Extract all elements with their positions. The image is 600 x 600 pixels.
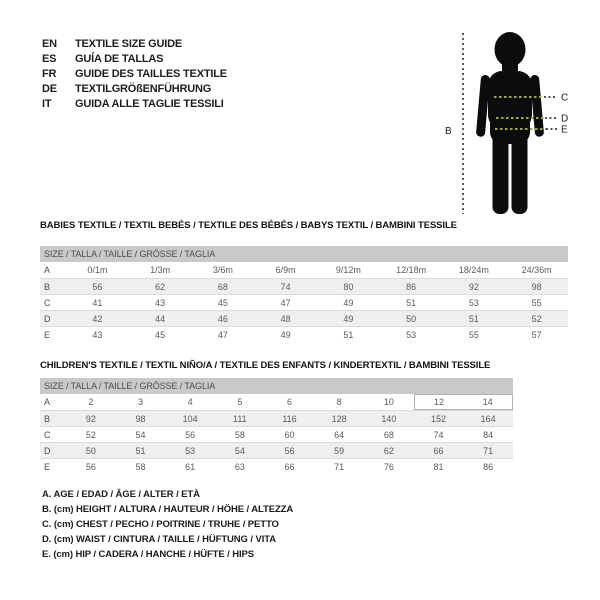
table-cell: 71 — [334, 461, 345, 472]
children-table-title: CHILDREN'S TEXTILE / TEXTIL NIÑO/A / TEXTILE DES ENFANTS / KINDERTEXTIL / BAMBINI TESSILE — [40, 360, 491, 371]
table-cell: 10 — [383, 397, 394, 407]
babies-table-body — [40, 262, 568, 342]
language-item — [42, 37, 227, 52]
table-cell: 54 — [135, 429, 146, 440]
table-row — [40, 458, 513, 474]
waist-label: D — [561, 113, 569, 125]
hip-label: E — [561, 124, 568, 136]
table-cell: 54 — [234, 445, 245, 456]
table-cell: 50 — [406, 313, 417, 324]
table-cell: 140 — [381, 413, 397, 424]
table-cell: 104 — [182, 413, 198, 424]
table-row — [40, 294, 568, 310]
table-cell: 1/3m — [150, 265, 171, 275]
language-code: FR — [42, 68, 57, 80]
table-cell: 152 — [430, 413, 446, 424]
table-cell: 55 — [531, 297, 542, 308]
table-cell: 52 — [85, 429, 96, 440]
table-cell: 5 — [237, 397, 243, 407]
table-row — [40, 426, 513, 442]
row-letter: A — [44, 397, 51, 407]
row-letter: C — [44, 297, 51, 308]
children-table-body — [40, 394, 513, 474]
table-cell: 6/9m — [275, 265, 296, 275]
table-cell: 53 — [406, 329, 417, 340]
table-cell: 24/36m — [521, 265, 552, 275]
table-cell: 128 — [331, 413, 347, 424]
table-cell: 12/18m — [396, 265, 427, 275]
table-cell: 66 — [433, 445, 444, 456]
table-cell: 9/12m — [335, 265, 361, 275]
table-cell: 3 — [137, 397, 143, 407]
language-list — [42, 37, 227, 112]
language-title: GUIDA ALLE TAGLIE TESSILI — [75, 98, 224, 110]
row-letter: E — [44, 329, 51, 340]
language-item — [42, 82, 227, 97]
table-cell: 2 — [88, 397, 94, 407]
row-letter: E — [44, 461, 51, 472]
legend-item: B. (cm) HEIGHT / ALTURA / HAUTEUR / HÖHE / ALTEZZA — [42, 504, 294, 515]
table-cell: 86 — [483, 461, 494, 472]
table-cell: 3/6m — [212, 265, 233, 275]
table-cell: 8 — [336, 397, 342, 407]
table-row — [40, 310, 568, 326]
table-cell: 49 — [343, 297, 354, 308]
language-title: TEXTILE SIZE GUIDE — [75, 38, 183, 50]
legend-item: C. (cm) CHEST / PECHO / POITRINE / TRUHE / PETTO — [42, 519, 279, 530]
table-cell: 86 — [406, 281, 417, 292]
row-letter: B — [44, 281, 51, 292]
table-cell: 51 — [135, 445, 146, 456]
language-item — [42, 67, 227, 82]
height-label: B — [445, 126, 452, 137]
table-cell: 49 — [280, 329, 291, 340]
table-cell: 84 — [483, 429, 494, 440]
table-cell: 53 — [468, 297, 479, 308]
table-cell: 41 — [92, 297, 103, 308]
table-cell: 60 — [284, 429, 295, 440]
table-cell: 49 — [343, 313, 354, 324]
table-cell: 42 — [92, 313, 103, 324]
legend-list — [42, 487, 293, 562]
table-cell: 58 — [135, 461, 146, 472]
table-cell: 55 — [468, 329, 479, 340]
table-cell: 81 — [433, 461, 444, 472]
table-row — [40, 394, 513, 410]
language-code: DE — [42, 83, 57, 95]
table-cell: 58 — [234, 429, 245, 440]
table-row — [40, 410, 513, 426]
table-cell: 63 — [234, 461, 245, 472]
table-cell: 47 — [217, 329, 228, 340]
table-row — [40, 278, 568, 294]
table-row — [40, 442, 513, 458]
table-cell: 51 — [468, 313, 479, 324]
table-cell: 74 — [280, 281, 291, 292]
table-cell: 46 — [217, 313, 228, 324]
language-title: GUIDE DES TAILLES TEXTILE — [75, 68, 227, 80]
table-cell: 48 — [280, 313, 291, 324]
table-cell: 52 — [531, 313, 542, 324]
row-letter: D — [44, 445, 51, 456]
table-cell: 53 — [185, 445, 196, 456]
table-cell: 92 — [468, 281, 479, 292]
table-cell: 44 — [155, 313, 166, 324]
table-cell: 62 — [155, 281, 166, 292]
children-table-header: SIZE / TALLA / TAILLE / GRÖSSE / TAGLIA — [40, 378, 513, 394]
table-cell: 56 — [284, 445, 295, 456]
table-cell: 14 — [463, 394, 513, 410]
child-silhouette-figure — [440, 18, 580, 223]
row-letter: B — [44, 413, 51, 424]
table-cell: 56 — [185, 429, 196, 440]
table-cell: 45 — [155, 329, 166, 340]
table-cell: 71 — [483, 445, 494, 456]
legend-item: E. (cm) HIP / CADERA / HANCHE / HÜFTE / HIPS — [42, 549, 255, 560]
table-cell: 98 — [135, 413, 146, 424]
table-cell: 74 — [433, 429, 444, 440]
table-cell: 45 — [217, 297, 228, 308]
row-letter: A — [44, 265, 51, 275]
language-item — [42, 97, 227, 112]
legend-item: A. AGE / EDAD / ÂGE / ALTER / ETÀ — [42, 489, 200, 500]
table-cell: 4 — [187, 397, 193, 407]
table-cell: 47 — [280, 297, 291, 308]
table-cell: 56 — [85, 461, 96, 472]
table-cell: 164 — [480, 413, 496, 424]
babies-table-header: SIZE / TALLA / TAILLE / GRÖSSE / TAGLIA — [40, 246, 568, 262]
table-cell: 59 — [334, 445, 345, 456]
table-cell: 92 — [85, 413, 96, 424]
table-cell: 43 — [155, 297, 166, 308]
chest-label: C — [561, 92, 569, 104]
table-cell: 57 — [531, 329, 542, 340]
table-cell: 43 — [92, 329, 103, 340]
table-cell: 80 — [343, 281, 354, 292]
language-code: IT — [42, 98, 52, 110]
child-body-silhouette — [476, 32, 544, 214]
table-cell: 64 — [334, 429, 345, 440]
table-cell: 76 — [383, 461, 394, 472]
language-title: TEXTILGRÖßENFÜHRUNG — [75, 83, 212, 95]
babies-table-title: BABIES TEXTILE / TEXTIL BEBÉS / TEXTILE DES BÉBÉS / BABYS TEXTIL / BAMBINI TESSILE — [40, 220, 457, 231]
language-item — [42, 52, 227, 67]
table-cell: 56 — [92, 281, 103, 292]
table-row — [40, 326, 568, 342]
table-cell: 51 — [406, 297, 417, 308]
language-code: EN — [42, 38, 57, 50]
table-row — [40, 262, 568, 278]
table-cell: 50 — [85, 445, 96, 456]
table-cell: 61 — [185, 461, 196, 472]
table-cell: 18/24m — [458, 265, 489, 275]
table-cell: 0/1m — [87, 265, 108, 275]
table-cell: 98 — [531, 281, 542, 292]
table-cell: 66 — [284, 461, 295, 472]
row-letter: C — [44, 429, 51, 440]
table-cell: 68 — [383, 429, 394, 440]
table-cell: 68 — [217, 281, 228, 292]
row-letter: D — [44, 313, 51, 324]
table-cell: 6 — [286, 397, 292, 407]
table-cell: 111 — [232, 413, 247, 424]
language-code: ES — [42, 53, 57, 65]
table-cell: 51 — [343, 329, 354, 340]
language-title: GUÍA DE TALLAS — [75, 53, 164, 65]
table-cell: 12 — [414, 394, 464, 410]
babies-table — [40, 246, 568, 342]
table-cell: 116 — [282, 413, 297, 424]
legend-item: D. (cm) WAIST / CINTURA / TAILLE / HÜFTUNG / VITA — [42, 534, 276, 545]
table-cell: 62 — [383, 445, 394, 456]
children-table — [40, 378, 513, 474]
